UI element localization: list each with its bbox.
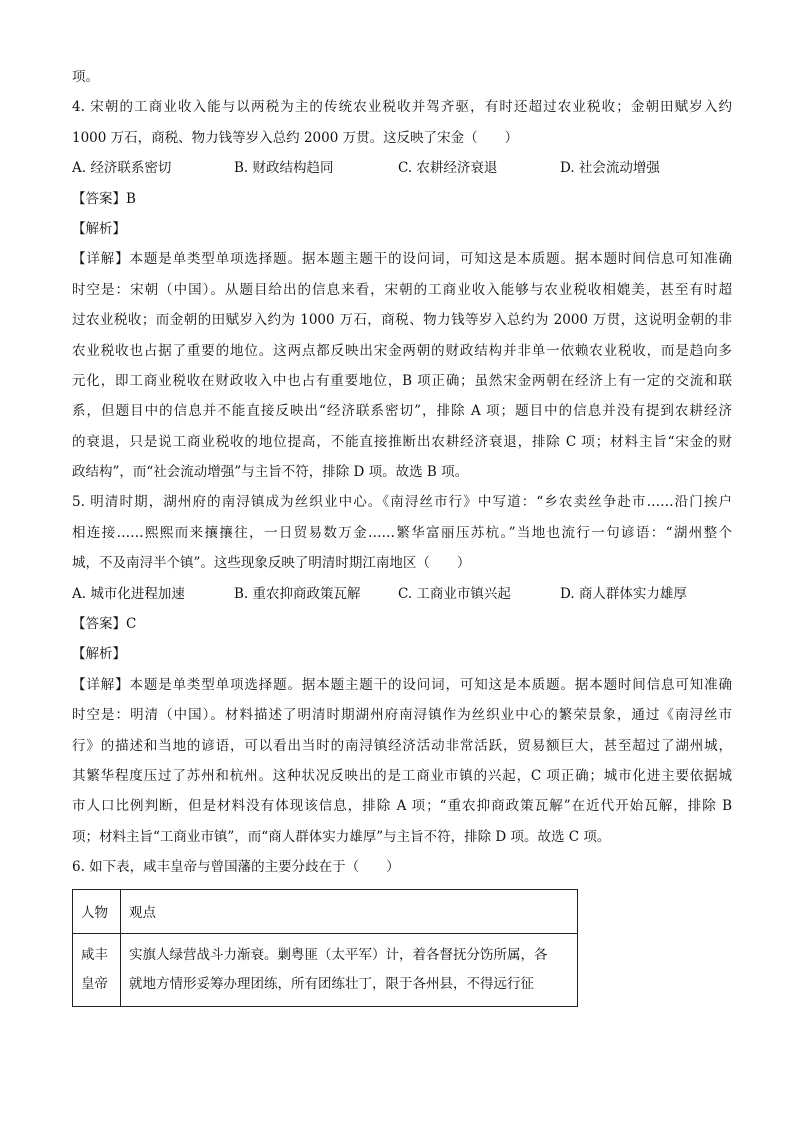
explanation-line: 过农业税收；而金朝的田赋岁入约为 1000 万石，商税、物力钱等岁入总约为 2000 万贯，这说明金朝的非 <box>72 312 732 329</box>
option-b: B. 重农抑商政策瓦解 <box>234 585 361 602</box>
explanation-line: 时空是：明清（中国）。材料描述了明清时期湖州府南浔镇作为丝织业中心的繁荣景象，通过《南浔丝市 <box>72 707 732 724</box>
option-c: C. 工商业市镇兴起 <box>398 585 511 602</box>
header-person: 人物 <box>73 889 121 933</box>
answer-label: 【答案】C <box>72 616 137 633</box>
question-5-stem: 5. 明清时期，湖州府的南浔镇成为丝织业中心。《南浔丝市行》中写道：“乡农卖丝争赴市……沿门挨户 <box>72 494 732 511</box>
explanation-line: 系，但题目中的信息并不能直接反映出“经济联系密切”，排除 A 项；题目中的信息并没有提到农耕经济 <box>72 403 732 420</box>
view-line: 实旗人绿营战斗力渐衰。剿粤匪（太平军）计，着各督抚分饬所属，各 <box>129 946 548 963</box>
explanation-line: 项；材料主旨“工商业市镇”，而“商人群体实力雄厚”与主旨不符，排除 D 项。故选 C 项。 <box>72 828 611 845</box>
document-page <box>72 62 732 1007</box>
explanation-line: 时空是：宋朝（中国）。从题目给出的信息来看，宋朝的工商业收入能够与农业税收相媲美，甚至有时超 <box>72 281 732 298</box>
explanation-line: 的衰退，只是说工商业税收的地位提高，不能直接推断出农耕经济衰退，排除 C 项；材料主旨“宋金的财 <box>72 433 732 450</box>
question-5-stem-cont: 相连接……熙熙而来攘攘往，一日贸易数万金……繁华富丽压苏杭。”当地也流行一句谚语：“湖州整个 <box>72 524 732 541</box>
option-c: C. 农耕经济衰退 <box>398 160 498 177</box>
answer-label: 【答案】B <box>72 190 136 207</box>
analysis-label: 【解析】 <box>72 220 126 237</box>
question-4-options <box>72 153 732 183</box>
explanation-line: 行》的描述和当地的谚语，可以看出当时的南浔镇经济活动非常活跃，贸易额巨大，甚至超过了湖州城， <box>72 737 732 754</box>
option-a: A. 城市化进程加速 <box>72 585 185 602</box>
question-4-stem: 4. 宋朝的工商业收入能与以两税为主的传统农业税收并驾齐驱，有时还超过农业税收；金朝田赋岁入约 <box>72 99 732 116</box>
option-b: B. 财政结构趋同 <box>234 160 334 177</box>
comparison-table <box>72 889 578 1007</box>
explanation-line: 其繁华程度压过了苏州和杭州。这种状况反映出的是工商业市镇的兴起，C 项正确；城市化进主要依据城 <box>72 767 732 784</box>
person-line: 皇帝 <box>81 975 108 992</box>
row-view <box>121 933 578 1006</box>
option-d: D. 社会流动增强 <box>560 160 660 177</box>
question-5-stem-cont: 城，不及南浔半个镇”。这些现象反映了明清时期江南地区（ ） <box>72 555 471 572</box>
table-row <box>73 933 578 1006</box>
row-person <box>73 933 121 1006</box>
question-4-stem-cont: 1000 万石，商税、物力钱等岁入总约 2000 万贯。这反映了宋金（ ） <box>72 129 519 146</box>
option-d: D. 商人群体实力雄厚 <box>560 585 687 602</box>
question-6-stem: 6. 如下表，咸丰皇帝与曾国藩的主要分歧在于（ ） <box>72 859 400 876</box>
explanation-line: 【详解】本题是单类型单项选择题。据本题主题干的设问词，可知这是本质题。据本题时间信息可知准确 <box>72 676 732 693</box>
text-line: 项。 <box>72 69 99 85</box>
option-a: A. 经济联系密切 <box>72 160 172 177</box>
explanation-line: 元化，即工商业税收在财政收入中也占有重要地位，B 项正确；虽然宋金两朝在经济上有一定的交流和联 <box>72 372 732 389</box>
view-line: 就地方情形妥筹办理团练，所有团练壮丁，限于各州县，不得远行征 <box>129 975 534 992</box>
explanation-line: 政结构”，而“社会流动增强”与主旨不符，排除 D 项。故选 B 项。 <box>72 464 469 481</box>
person-line: 咸丰 <box>81 946 108 963</box>
header-view: 观点 <box>121 889 578 933</box>
explanation-line: 【详解】本题是单类型单项选择题。据本题主题干的设问词，可知这是本质题。据本题时间信息可知准确 <box>72 251 732 268</box>
question-5-options <box>72 579 732 609</box>
table-header-row <box>73 889 578 933</box>
explanation-line: 农业税收也占据了重要的地位。这两点都反映出宋金两朝的财政结构并非单一依赖农业税收，而是趋向多 <box>72 342 732 359</box>
analysis-label: 【解析】 <box>72 646 126 663</box>
explanation-line: 市人口比例判断，但是材料没有体现该信息，排除 A 项；“重农抑商政策瓦解”在近代开始瓦解，排除 B <box>72 798 732 815</box>
